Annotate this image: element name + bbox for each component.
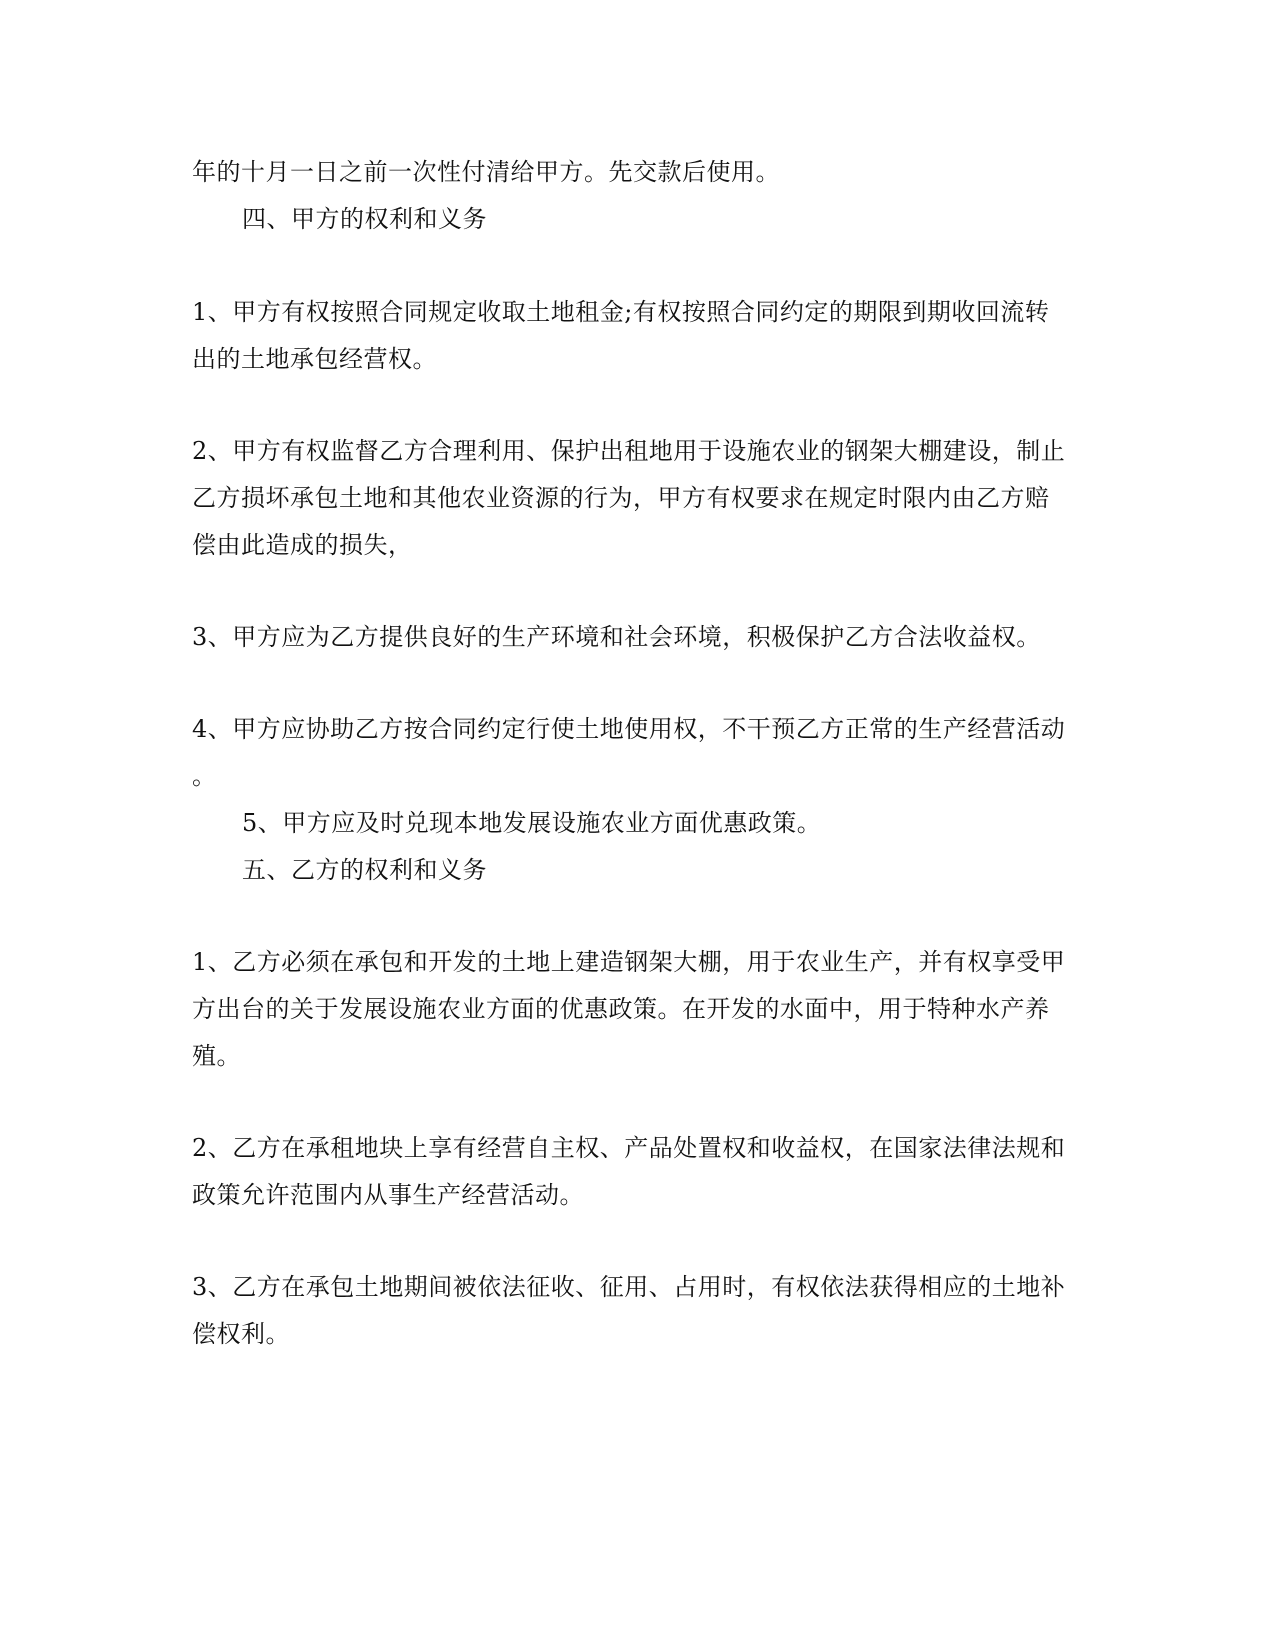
clause-a3-line1: 3、甲方应为乙方提供良好的生产环境和社会环境，积极保护乙方合法收益权。 [192, 623, 1041, 651]
clause-a1-line1: 1、甲方有权按照合同规定收取土地租金;有权按照合同约定的期限到期收回流转 [192, 298, 1050, 326]
clause-a1-line2: 出的土地承包经营权。 [192, 345, 437, 373]
clause-b1-line1: 1、乙方必须在承包和开发的土地上建造钢架大棚，用于农业生产，并有权享受甲 [192, 948, 1066, 976]
clause-a2-line2: 乙方损坏承包土地和其他农业资源的行为，甲方有权要求在规定时限内由乙方赔 [192, 484, 1050, 512]
clause-a5-line1: 5、甲方应及时兑现本地发展设施农业方面优惠政策。 [242, 809, 822, 837]
clause-a2-line3: 偿由此造成的损失， [192, 531, 413, 559]
clause-b3-line2: 偿权利。 [192, 1320, 290, 1348]
clause-a4-line1: 4、甲方应协助乙方按合同约定行使土地使用权，不干预乙方正常的生产经营活动 [192, 715, 1066, 743]
text-line-payment: 年的十月一日之前一次性付清给甲方。先交款后使用。 [192, 158, 780, 186]
clause-a2-line1: 2、甲方有权监督乙方合理利用、保护出租地用于设施农业的钢架大棚建设，制止 [192, 437, 1066, 465]
section-heading-party-a: 四、甲方的权利和义务 [242, 205, 487, 233]
clause-a4-line2: 。 [192, 762, 217, 790]
clause-b2-line1: 2、乙方在承租地块上享有经营自主权、产品处置权和收益权，在国家法律法规和 [192, 1134, 1066, 1162]
clause-b1-line2: 方出台的关于发展设施农业方面的优惠政策。在开发的水面中，用于特种水产养 [192, 995, 1050, 1023]
clause-b3-line1: 3、乙方在承包土地期间被依法征收、征用、占用时，有权依法获得相应的土地补 [192, 1273, 1066, 1301]
clause-b2-line2: 政策允许范围内从事生产经营活动。 [192, 1181, 584, 1209]
clause-b1-line3: 殖。 [192, 1042, 241, 1070]
section-heading-party-b: 五、乙方的权利和义务 [242, 856, 487, 884]
